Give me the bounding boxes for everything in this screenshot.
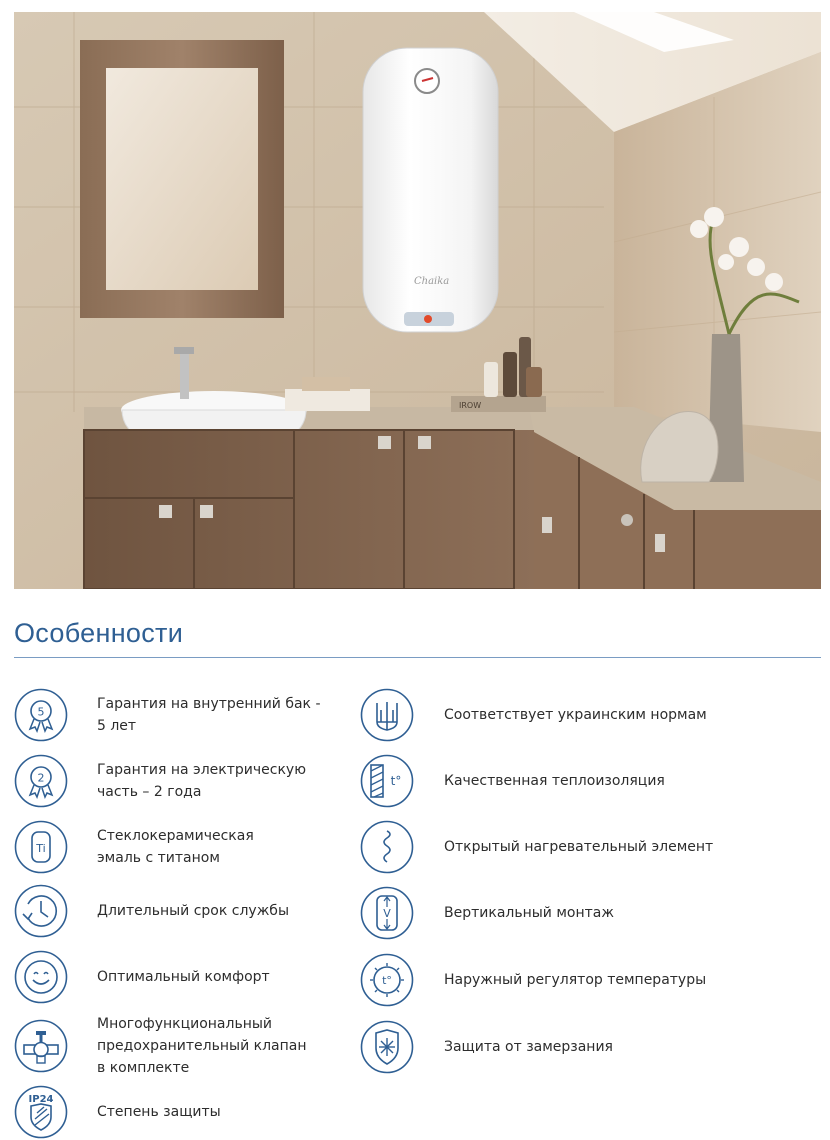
feature-vertical-mount	[360, 886, 614, 940]
feature-heating-element	[360, 820, 713, 874]
warranty-5-years-icon	[14, 688, 68, 742]
insulation-icon	[360, 754, 414, 808]
feature-label: Качественная теплоизоляция	[444, 773, 665, 789]
svg-text:t°: t°	[390, 774, 402, 788]
warranty-2-years-icon	[14, 754, 68, 808]
svg-text:V: V	[383, 907, 391, 920]
feature-label: Стеклокерамическая эмаль с титаном	[97, 828, 254, 866]
svg-text:5: 5	[37, 705, 45, 719]
titanium-enamel-icon	[14, 820, 68, 874]
svg-text:Ti: Ti	[36, 842, 46, 855]
heating-element-icon	[360, 820, 414, 874]
smiley-icon	[14, 950, 68, 1004]
ukraine-trident-icon	[360, 688, 414, 742]
feature-ukraine-standards	[360, 688, 707, 742]
hero-image	[14, 12, 821, 589]
feature-label: Вертикальный монтаж	[444, 905, 614, 921]
feature-warranty-electric	[14, 754, 306, 808]
feature-long-life	[14, 884, 289, 938]
feature-label: Защита от замерзания	[444, 1039, 613, 1055]
thermostat-icon	[360, 953, 414, 1007]
feature-comfort	[14, 950, 270, 1004]
section-title: Особенности	[14, 618, 184, 648]
feature-titanium-enamel	[14, 820, 254, 874]
feature-label: Открытый нагревательный элемент	[444, 839, 714, 855]
feature-label: Оптимальный комфорт	[97, 969, 270, 985]
title-divider	[14, 657, 821, 658]
feature-ip-rating	[14, 1085, 221, 1139]
feature-label: Наружный регулятор температуры	[444, 972, 707, 988]
ip24-shield-icon	[14, 1085, 68, 1139]
feature-label: Гарантия на внутренний бак - 5 лет	[97, 696, 321, 734]
svg-text:IP24: IP24	[28, 1094, 54, 1105]
feature-label: Гарантия на электрическую часть – 2 года	[97, 762, 306, 800]
safety-valve-icon	[14, 1019, 68, 1073]
svg-text:t°: t°	[382, 974, 392, 987]
feature-insulation	[360, 754, 665, 808]
feature-frost-protection	[360, 1020, 613, 1074]
tank-brand-mark: Chaika	[414, 276, 450, 287]
feature-label: Соответствует украинским нормам	[444, 707, 707, 723]
clock-icon	[14, 884, 68, 938]
feature-warranty-tank	[14, 688, 321, 742]
stacked-books-label: IROW	[459, 401, 482, 410]
feature-label: Многофункциональный предохранительный клапан в комплекте	[97, 1016, 307, 1076]
feature-label: Длительный срок службы	[97, 903, 289, 919]
feature-safety-valve	[14, 1013, 307, 1079]
frost-protection-icon	[360, 1020, 414, 1074]
svg-text:2: 2	[37, 771, 45, 785]
feature-thermostat	[360, 953, 706, 1007]
vertical-mount-icon	[360, 886, 414, 940]
feature-label: Степень защиты	[97, 1104, 221, 1120]
